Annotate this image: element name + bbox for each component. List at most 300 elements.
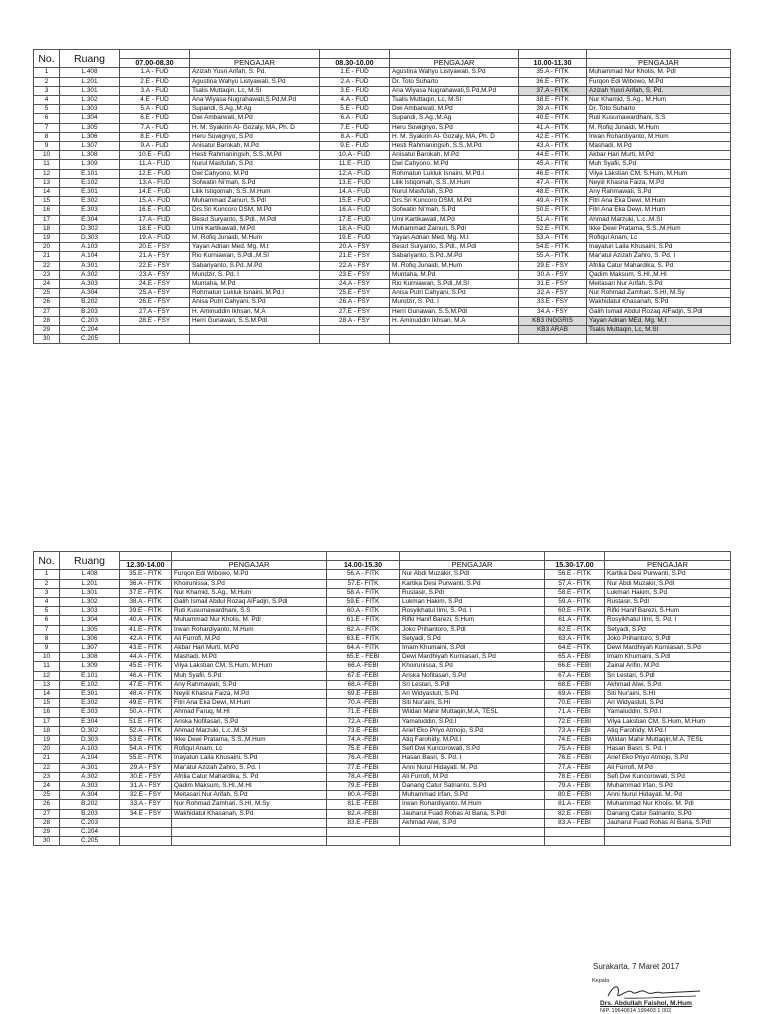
cell-no: 7 [34, 123, 60, 132]
cell-ruang: D.302 [60, 726, 120, 735]
header-ruang: Ruang [60, 50, 120, 68]
table-row [34, 188, 731, 197]
cell-pengajar: Anni Nurul Hidayati. M. Pd [400, 763, 545, 772]
cell-kelas: 69.E -FEBI [327, 690, 400, 699]
cell-pengajar: Nurul Masfufah, S.Pd [390, 188, 519, 197]
cell-pengajar [172, 828, 327, 837]
cell-no: 1 [34, 68, 60, 77]
cell-kelas: 13.E - FUD [320, 178, 390, 187]
cell-kelas: 30.A - FSY [519, 270, 587, 279]
cell-pengajar: Irwan Rohardiyanto, M.Hum [587, 132, 731, 141]
cell-kelas: 42.E - FITK [519, 132, 587, 141]
cell-kelas: 78.A -FEBI [327, 772, 400, 781]
cell-pengajar: Furqon Edi Wibowo, M.Pd [587, 77, 731, 86]
cell-kelas: 82.E - FEBI [545, 809, 605, 818]
cell-ruang: L.305 [60, 123, 120, 132]
cell-ruang: C.203 [60, 316, 120, 325]
cell-kelas: 35.E - FITK [120, 570, 172, 579]
cell-pengajar: Vilya Lakstian CM, S.Hum, M.Hum [605, 717, 731, 726]
cell-kelas: 48.A - FITK [120, 690, 172, 699]
cell-no: 8 [34, 132, 60, 141]
cell-no: 7 [34, 625, 60, 634]
cell-ruang: L.308 [60, 653, 120, 662]
cell-kelas: 40.A - FITK [120, 616, 172, 625]
cell-no: 11 [34, 160, 60, 169]
cell-no: 12 [34, 169, 60, 178]
cell-pengajar: Imam Khumaini, S.Pdl [400, 644, 545, 653]
cell-kelas: 4.E - FUD [120, 96, 190, 105]
table-row [34, 206, 731, 215]
cell-kelas: 36.A - FITK [120, 579, 172, 588]
cell-pengajar: Wildan Mahir Muttaqin,M.A, TESL [605, 736, 731, 745]
cell-ruang: L.309 [60, 160, 120, 169]
cell-kelas [120, 326, 190, 335]
cell-kelas: 36.E - FITK [519, 77, 587, 86]
cell-pengajar: Muntaha, M.Pd [390, 270, 519, 279]
cell-ruang: A.103 [60, 745, 120, 754]
cell-ruang: E.102 [60, 680, 120, 689]
cell-kelas: 64.A - FITK [327, 644, 400, 653]
cell-no: 17 [34, 215, 60, 224]
cell-kelas: 75.E -FEBI [327, 745, 400, 754]
cell-kelas: 65.A - FEBI [545, 653, 605, 662]
cell-kelas [519, 335, 587, 344]
table-row [34, 261, 731, 270]
signature-role: Kepala [592, 978, 610, 984]
cell-pengajar: Azizah Yusri Arifah, S. Pd. [190, 68, 320, 77]
cell-no: 26 [34, 800, 60, 809]
table-row [34, 699, 731, 708]
cell-pengajar: Rosyikhatul Ilmi, S. Pd. I [605, 616, 731, 625]
cell-kelas: 71.A - FEBI [545, 708, 605, 717]
cell-no: 20 [34, 745, 60, 754]
cell-pengajar: Ahmad Marzuki, L.c.,M.SI [172, 726, 327, 735]
cell-pengajar: Supandi, S.Ag.,M.Ag [190, 105, 320, 114]
cell-pengajar: Vilya Lakstian CM, S.Hum, M.Hum [587, 169, 731, 178]
cell-pengajar: Herri Gunawan, S.S,M.Pdl [190, 316, 320, 325]
cell-kelas: 30.E - FSY [120, 772, 172, 781]
cell-no: 19 [34, 234, 60, 243]
cell-no: 21 [34, 754, 60, 763]
cell-ruang: A.104 [60, 252, 120, 261]
cell-pengajar: Muh Syafii, S.Pd [587, 160, 731, 169]
cell-pengajar: Rifki Hanif Barezi, S.Hum [400, 616, 545, 625]
cell-ruang: L.302 [60, 598, 120, 607]
schedule-body-afternoon [34, 570, 731, 846]
cell-kelas: 31.E - FSY [519, 280, 587, 289]
cell-kelas: 79.E -FEBI [327, 782, 400, 791]
table-row [34, 169, 731, 178]
cell-pengajar: Lilik Istiqomah, S.S.,M.Hum [190, 188, 320, 197]
cell-ruang: L.307 [60, 142, 120, 151]
cell-pengajar: Dr. Toto Suharto [390, 77, 519, 86]
cell-kelas: 83.E -FEBI [327, 818, 400, 827]
cell-pengajar: Fitri Ana Eka Dewi, M.Hum [587, 206, 731, 215]
cell-kelas: 4.A - FUD [320, 96, 390, 105]
cell-kelas: 56.E - FITK [545, 570, 605, 579]
cell-kelas: 52.E - FITK [519, 224, 587, 233]
cell-ruang: D.303 [60, 736, 120, 745]
header-time-slot: 15.30-17.00 [545, 561, 605, 570]
table-row [34, 178, 731, 187]
cell-no: 13 [34, 680, 60, 689]
schedule-body-morning [34, 68, 731, 344]
cell-pengajar: Dr. Toto Suharto [587, 105, 731, 114]
cell-pengajar [400, 828, 545, 837]
cell-kelas: 83.A - FEBI [545, 818, 605, 827]
cell-kelas: 39.A - FITK [519, 105, 587, 114]
cell-no: 19 [34, 736, 60, 745]
cell-ruang: L.305 [60, 625, 120, 634]
cell-no: 22 [34, 763, 60, 772]
table-row [34, 625, 731, 634]
cell-pengajar: Mashadi, M.Pd [172, 653, 327, 662]
table-row [34, 791, 731, 800]
cell-no: 30 [34, 335, 60, 344]
cell-ruang: B.203 [60, 307, 120, 316]
cell-no: 27 [34, 307, 60, 316]
table-row [34, 77, 731, 86]
cell-pengajar: Anisatul Barokah, M.Pd [390, 151, 519, 160]
cell-pengajar: Anni Nurul Hidayati. M. Pd [605, 791, 731, 800]
cell-pengajar: Yayan Adrian Med. Mg. M.t [190, 243, 320, 252]
cell-no: 3 [34, 588, 60, 597]
cell-pengajar: Azizah Yusri Arifah, S. Pd. [587, 86, 731, 95]
cell-no: 9 [34, 644, 60, 653]
cell-no: 21 [34, 252, 60, 261]
header-pengajar: PENGAJAR [390, 59, 519, 68]
cell-ruang: E.102 [60, 178, 120, 187]
table-row [34, 745, 731, 754]
cell-kelas: 68.E - FEBI [545, 680, 605, 689]
cell-pengajar: Joko Prihantoro, S.Pdl [605, 634, 731, 643]
cell-kelas: 70.A -FEBI [327, 699, 400, 708]
cell-pengajar: Jauharul Fuad Rohas Al Bana, S.Pdl [400, 809, 545, 818]
cell-pengajar: Lukman Hakim, S.Pd [400, 598, 545, 607]
cell-pengajar: Nurul Masfufah, S.Pd [190, 160, 320, 169]
cell-pengajar: H. Aminuddin Ikhsan, M.A [390, 316, 519, 325]
cell-kelas: 80.E - FEBI [545, 791, 605, 800]
header-spacer [587, 50, 731, 59]
cell-kelas: 14.A - FUD [320, 188, 390, 197]
cell-ruang: E.304 [60, 215, 120, 224]
cell-pengajar: Wakhidatul Khasanah, S.Pd [587, 298, 731, 307]
table-row [34, 662, 731, 671]
cell-pengajar: Muhammad Irfan, S.Pd [605, 782, 731, 791]
cell-pengajar: Sofwatin Ni'mah, S.Pd [390, 206, 519, 215]
cell-pengajar: Furqon Edi Wibowo, M.Pd [172, 570, 327, 579]
cell-ruang: L.201 [60, 579, 120, 588]
cell-pengajar: Danang Catur Satrianto, S.Pd [400, 782, 545, 791]
header-pengajar: PENGAJAR [172, 561, 327, 570]
cell-ruang: L.303 [60, 607, 120, 616]
cell-kelas [120, 828, 172, 837]
cell-no: 30 [34, 837, 60, 846]
cell-kelas: 38.A - FITK [120, 598, 172, 607]
cell-pengajar: Meitasari Nur Arifah, S.Pd [172, 791, 327, 800]
header-pengajar: PENGAJAR [400, 561, 545, 570]
cell-pengajar: Muhammad Zainuri, S.Pdl [190, 197, 320, 206]
cell-kelas: 67.A - FEBI [545, 671, 605, 680]
cell-kelas: 19.E - FUD [320, 234, 390, 243]
cell-pengajar: Umi Kartikawati, M.Pd [190, 224, 320, 233]
cell-kelas: 60.A - FITK [327, 607, 400, 616]
cell-kelas: 17.E - FUD [320, 215, 390, 224]
cell-pengajar: Mashadi, M.Pd [587, 142, 731, 151]
table-row [34, 644, 731, 653]
cell-pengajar: Arief Eko Priyo Atmojo, S.Pd [605, 754, 731, 763]
cell-kelas: 44.A - FITK [120, 653, 172, 662]
table-row [34, 809, 731, 818]
cell-no: 14 [34, 188, 60, 197]
cell-pengajar: Sri Lestari, S.Pdl [605, 671, 731, 680]
table-row [34, 252, 731, 261]
cell-pengajar: Tsalis Muttaqin, Lc, M.SI [390, 96, 519, 105]
header-time-slot: 07.00-08.30 [120, 59, 190, 68]
cell-kelas: 27.A - FSY [120, 307, 190, 316]
cell-kelas: 47.E - FITK [120, 680, 172, 689]
cell-ruang: L.304 [60, 616, 120, 625]
cell-no: 9 [34, 142, 60, 151]
cell-pengajar: Ariska Nofitasari, S.Pd [400, 671, 545, 680]
table-row [34, 671, 731, 680]
cell-kelas: 13.A - FUD [120, 178, 190, 187]
cell-kelas: 32.E - FSY [120, 791, 172, 800]
cell-kelas: 59.A - FITK [545, 598, 605, 607]
cell-pengajar: Yamaluddin, S.Pd.I [400, 717, 545, 726]
cell-kelas: 46.E - FITK [519, 169, 587, 178]
table-row [34, 616, 731, 625]
cell-pengajar: Akbar Hari Murti, M.Pd [587, 151, 731, 160]
cell-kelas: 12.E - FUD [120, 169, 190, 178]
cell-pengajar: Agustina Wahyu Listyawati, S.Pd [390, 68, 519, 77]
cell-ruang: A.303 [60, 280, 120, 289]
cell-kelas: 6.A - FUD [320, 114, 390, 123]
cell-no: 16 [34, 708, 60, 717]
cell-pengajar: Rosyikhatul Ilmi, S. Pd. I [400, 607, 545, 616]
cell-kelas: 66.A -FEBI [327, 662, 400, 671]
cell-pengajar: Kartika Desi Purwanti, S.Pd [605, 570, 731, 579]
cell-kelas [545, 828, 605, 837]
cell-kelas: 10.A - FUD [320, 151, 390, 160]
cell-pengajar: Muhammad Irfan, S.Pd [400, 791, 545, 800]
cell-ruang: D.302 [60, 224, 120, 233]
cell-pengajar: Afrilia Catur Mahardika, S. Pd [172, 772, 327, 781]
cell-no: 6 [34, 114, 60, 123]
table-row [34, 708, 731, 717]
cell-pengajar: Irwan Rohardiyanto, M.Hum [400, 800, 545, 809]
cell-kelas: 7.A - FUD [120, 123, 190, 132]
cell-pengajar: Mundzir, S. Pd. I [190, 270, 320, 279]
cell-pengajar [172, 818, 327, 827]
cell-kelas: 16.E - FUD [120, 206, 190, 215]
cell-pengajar: Wakhidatul Khasanah, S.Pd [172, 809, 327, 818]
cell-pengajar: Besut Suryanto, S.Pdl., M.Pdl [390, 243, 519, 252]
cell-pengajar: Heru Suwignyo, S.Pd [190, 132, 320, 141]
header-spacer [605, 552, 731, 561]
cell-kelas: 45.E - FITK [120, 662, 172, 671]
cell-kelas: 77.E -FEBI [327, 763, 400, 772]
table-row [34, 280, 731, 289]
cell-pengajar: Akhmad Alwi, S.Pd [605, 680, 731, 689]
cell-kelas: 11.E - FUD [320, 160, 390, 169]
cell-pengajar: Ali Furrofi, M.Pd [172, 634, 327, 643]
cell-pengajar: Siti Nur'aini, S.HI [605, 690, 731, 699]
cell-kelas: 45.A - FITK [519, 160, 587, 169]
cell-no: 29 [34, 828, 60, 837]
cell-kelas: 54.A - FITK [120, 745, 172, 754]
cell-pengajar: Atiq Farohidy, M.Pd.I [400, 736, 545, 745]
cell-no: 18 [34, 224, 60, 233]
cell-kelas: 7.E - FUD [320, 123, 390, 132]
cell-no: 27 [34, 809, 60, 818]
cell-pengajar: Ali Furrofi, M.Pd [400, 772, 545, 781]
cell-no: 23 [34, 270, 60, 279]
cell-pengajar: Muntaha, M.Pd [190, 280, 320, 289]
cell-pengajar: Nur Khamid, S.Ag., M.Hum [172, 588, 327, 597]
table-row [34, 653, 731, 662]
cell-kelas: 74.A -FEBI [327, 736, 400, 745]
cell-pengajar: Rohmatun Lukluk Isnaini, M.Pd.I [390, 169, 519, 178]
cell-kelas: 3.E - FUD [320, 86, 390, 95]
cell-kelas: 76.A -FEBI [327, 754, 400, 763]
cell-ruang: E.303 [60, 206, 120, 215]
cell-no: 15 [34, 699, 60, 708]
cell-ruang: B.202 [60, 298, 120, 307]
cell-ruang: E.304 [60, 717, 120, 726]
header-time-slot: 12.30-14.00 [120, 561, 172, 570]
table-row [34, 105, 731, 114]
cell-no: 11 [34, 662, 60, 671]
table-row [34, 197, 731, 206]
cell-kelas: 62.E - FITK [545, 625, 605, 634]
cell-kelas: 81.E -FEBI [327, 800, 400, 809]
cell-no: 22 [34, 261, 60, 270]
cell-pengajar: Lilik Istiqomah, S.S.,M.Hum [390, 178, 519, 187]
cell-ruang: L.301 [60, 588, 120, 597]
cell-kelas: 41.A - FITK [519, 123, 587, 132]
cell-pengajar [587, 335, 731, 344]
cell-pengajar: Herri Gunawan, S.S,M.Pdl [390, 307, 519, 316]
cell-kelas: 35.A - FITK [519, 68, 587, 77]
cell-pengajar: Nur Abdi Muzakir, S.Pdl [605, 579, 731, 588]
cell-kelas: 14.E - FUD [120, 188, 190, 197]
cell-kelas [327, 828, 400, 837]
cell-kelas: 60.E - FITK [545, 607, 605, 616]
cell-no: 24 [34, 782, 60, 791]
header-spacer [545, 552, 605, 561]
cell-pengajar: Any Rahmawati, S.Pd [172, 680, 327, 689]
table-row [34, 307, 731, 316]
cell-kelas: 22.A - FSY [320, 261, 390, 270]
cell-pengajar: Rustasir, S.Pdl [400, 588, 545, 597]
cell-kelas: 61.E - FITK [327, 616, 400, 625]
table-row [34, 326, 731, 335]
cell-kelas: 82.A -FEBI [327, 809, 400, 818]
cell-pengajar: M. Rofiq Junaidi, M.Hum [390, 261, 519, 270]
table-row [34, 298, 731, 307]
cell-pengajar: Muhammad Nur Kholis, M. Pdl [587, 68, 731, 77]
header-time-slot: 10.00-11.30 [519, 59, 587, 68]
header-time-slot: 08.30-10.00 [320, 59, 390, 68]
cell-pengajar [172, 837, 327, 846]
cell-ruang: L.301 [60, 86, 120, 95]
cell-ruang: D.303 [60, 234, 120, 243]
cell-pengajar: Mundzir, S. Pd. I [390, 298, 519, 307]
cell-pengajar: Jauharul Fuad Rohas Al Bana, S.Pdl [605, 818, 731, 827]
cell-pengajar [605, 828, 731, 837]
cell-kelas: 37.E - FITK [120, 588, 172, 597]
cell-no: 17 [34, 717, 60, 726]
cell-pengajar: Khoirunissa, S.Pd [400, 662, 545, 671]
cell-pengajar: Afrilia Catur Mahardika, S. Pd [587, 261, 731, 270]
cell-pengajar: Ahmad Faruq, M.HI [172, 708, 327, 717]
cell-pengajar: Ari Widyastuti, S.Pd [400, 690, 545, 699]
cell-pengajar: Heru Suwignyo, S.Pd [390, 123, 519, 132]
cell-ruang: L.302 [60, 96, 120, 105]
cell-kelas: 26.E - FSY [120, 298, 190, 307]
cell-kelas: 63.E - FITK [327, 634, 400, 643]
cell-ruang: E.302 [60, 699, 120, 708]
cell-no: 25 [34, 289, 60, 298]
cell-ruang: A.303 [60, 782, 120, 791]
table-row [34, 607, 731, 616]
table-row [34, 316, 731, 325]
cell-no: 18 [34, 726, 60, 735]
table-row [34, 224, 731, 233]
table-row [34, 86, 731, 95]
cell-pengajar: Neyiil Khasna Faiza, M.Pd [172, 690, 327, 699]
cell-pengajar: Tsalis Muttaqin, Lc, M.SI [587, 326, 731, 335]
cell-pengajar: Supandi, S.Ag.,M.Ag [390, 114, 519, 123]
table-row [34, 142, 731, 151]
cell-no: 15 [34, 197, 60, 206]
cell-pengajar: H. Aminuddin Ikhsan, M.A [190, 307, 320, 316]
cell-kelas: 10.E - FUD [120, 151, 190, 160]
cell-kelas: 64.E - FITK [545, 644, 605, 653]
cell-ruang: L.306 [60, 132, 120, 141]
cell-kelas: 71.E -FEBI [327, 708, 400, 717]
cell-kelas: 3.A - FUD [120, 86, 190, 95]
cell-pengajar: Anisa Putri Cahyani, S.Pd [190, 298, 320, 307]
cell-kelas: 43.E - FITK [120, 644, 172, 653]
cell-kelas: 67.E -FEBI [327, 671, 400, 680]
header-ruang: Ruang [60, 552, 120, 570]
cell-kelas: 23.E - FSY [320, 270, 390, 279]
cell-pengajar: Sabariyanto, S.Pd.,M.Pd [190, 261, 320, 270]
cell-kelas: 12.A - FUD [320, 169, 390, 178]
cell-ruang: L.304 [60, 114, 120, 123]
cell-pengajar: Atiq Farohidy, M.Pd.I [605, 726, 731, 735]
header-pengajar: PENGAJAR [605, 561, 731, 570]
cell-kelas: 39.E - FITK [120, 607, 172, 616]
cell-no: 16 [34, 206, 60, 215]
cell-kelas: 18.A - FUD [320, 224, 390, 233]
cell-no: 6 [34, 616, 60, 625]
header-pengajar: PENGAJAR [587, 59, 731, 68]
cell-ruang: E.101 [60, 169, 120, 178]
cell-kelas: 2.E - FUD [120, 77, 190, 86]
handwritten-signature-icon [600, 982, 710, 1002]
cell-kelas: 46.A - FITK [120, 671, 172, 680]
cell-no: 25 [34, 791, 60, 800]
table-row [34, 123, 731, 132]
cell-ruang: C.204 [60, 828, 120, 837]
cell-pengajar: Ari Widyastuti, S.Pd [605, 699, 731, 708]
cell-kelas: 21.A - FSY [120, 252, 190, 261]
cell-ruang: A.302 [60, 270, 120, 279]
cell-pengajar: Lukman Hakim, S.Pd [605, 588, 731, 597]
